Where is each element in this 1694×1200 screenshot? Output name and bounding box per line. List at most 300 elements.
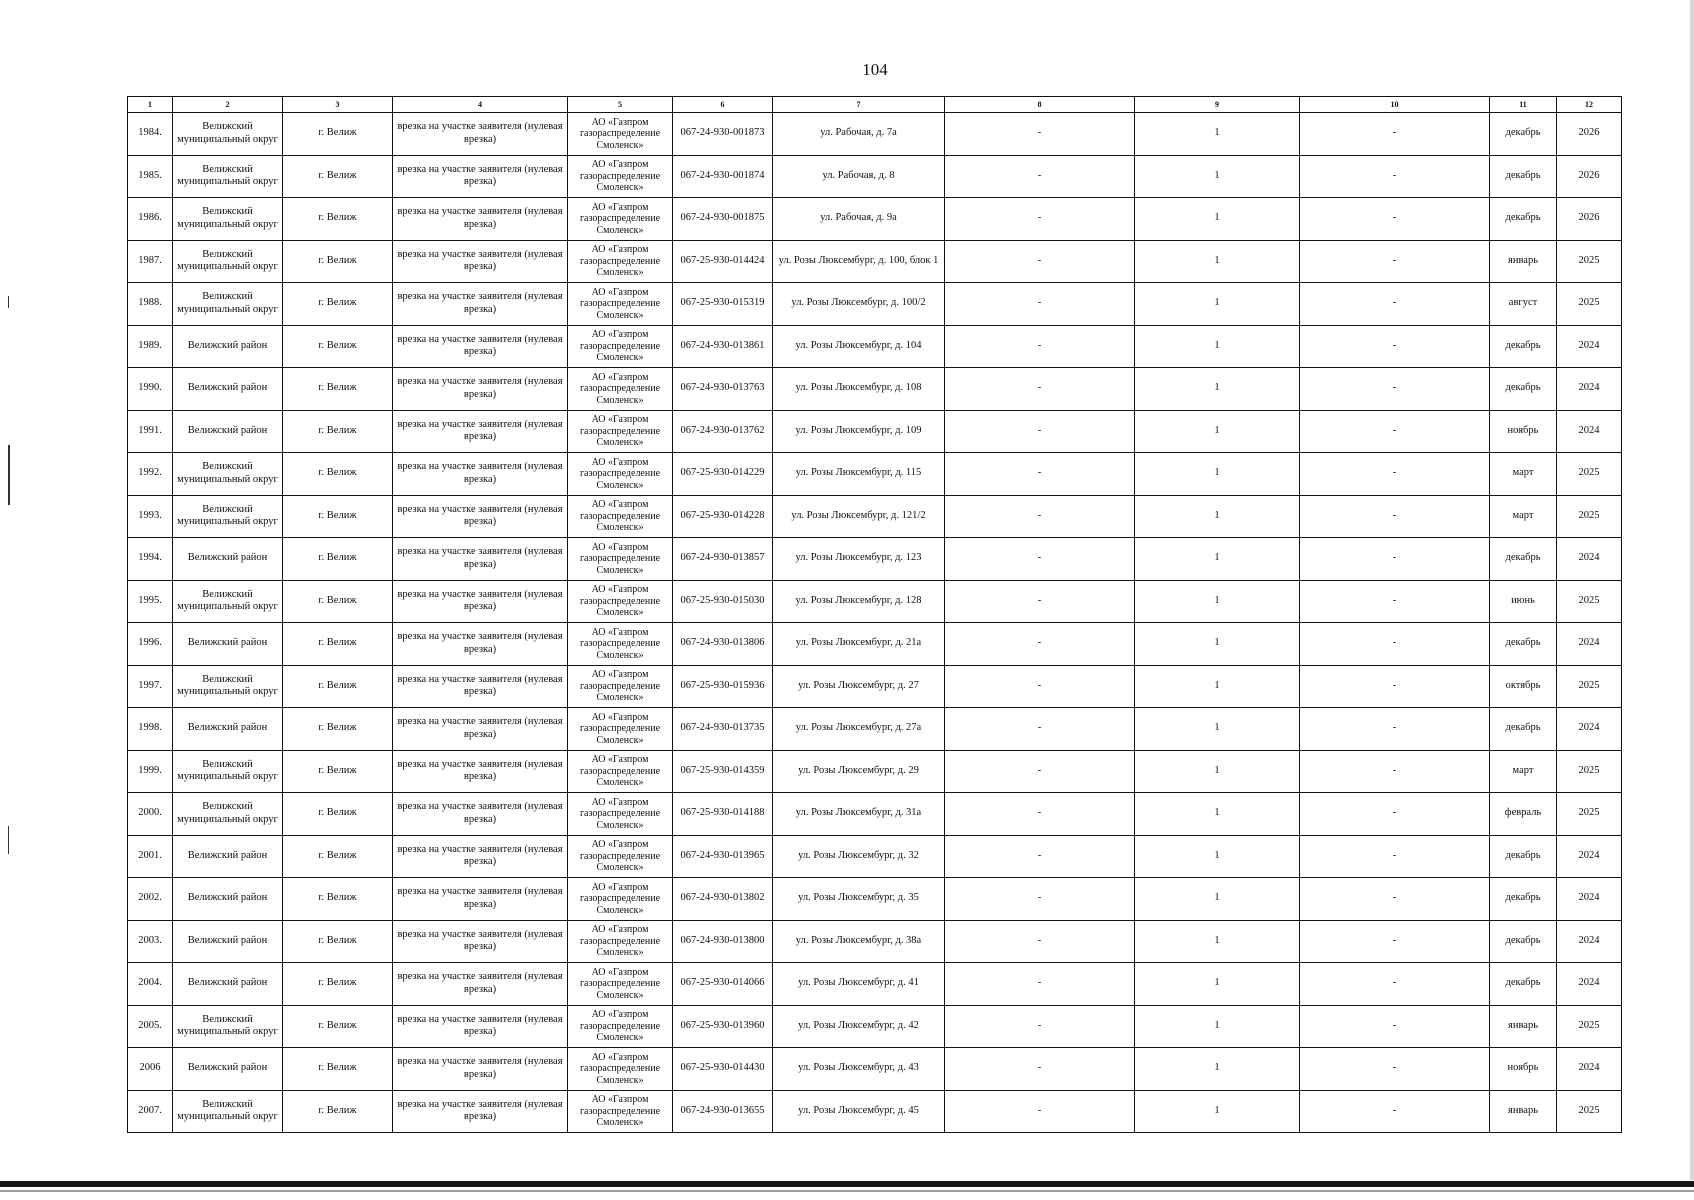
cell-row-number: 1991. — [128, 410, 173, 453]
cell-col-8: - — [945, 495, 1135, 538]
cell-row-number: 1985. — [128, 155, 173, 198]
cell-col-10: - — [1300, 750, 1490, 793]
cell-col-10: - — [1300, 283, 1490, 326]
cell-request-code: 067-25-930-014229 — [673, 453, 773, 496]
table-row — [128, 708, 1622, 751]
cell-col-8: - — [945, 1048, 1135, 1091]
cell-district: Велижский район — [173, 963, 283, 1006]
cell-row-number: 1989. — [128, 325, 173, 368]
cell-contractor: АО «Газпром газораспределение Смоленск» — [568, 623, 673, 666]
cell-col-9: 1 — [1135, 793, 1300, 836]
cell-district: Велижский муниципальный округ — [173, 240, 283, 283]
margin-mark — [8, 826, 9, 854]
cell-col-10: - — [1300, 665, 1490, 708]
cell-address: ул. Розы Люксембург, д. 35 — [773, 878, 945, 921]
cell-year: 2025 — [1557, 750, 1622, 793]
cell-month: декабрь — [1490, 963, 1557, 1006]
cell-year: 2024 — [1557, 708, 1622, 751]
cell-col-10: - — [1300, 368, 1490, 411]
cell-col-10: - — [1300, 113, 1490, 156]
cell-month: декабрь — [1490, 538, 1557, 581]
cell-request-code: 067-24-930-001874 — [673, 155, 773, 198]
cell-year: 2025 — [1557, 793, 1622, 836]
cell-col-9: 1 — [1135, 453, 1300, 496]
cell-contractor: АО «Газпром газораспределение Смоленск» — [568, 878, 673, 921]
cell-col-9: 1 — [1135, 1090, 1300, 1133]
scan-bottom-line-thin — [0, 1190, 1694, 1192]
cell-locality: г. Велиж — [283, 155, 393, 198]
cell-request-code: 067-24-930-013802 — [673, 878, 773, 921]
column-number-12: 12 — [1557, 97, 1622, 113]
cell-col-10: - — [1300, 410, 1490, 453]
cell-request-code: 067-24-930-013806 — [673, 623, 773, 666]
cell-col-10: - — [1300, 623, 1490, 666]
cell-locality: г. Велиж — [283, 963, 393, 1006]
cell-request-code: 067-25-930-014430 — [673, 1048, 773, 1091]
cell-col-9: 1 — [1135, 750, 1300, 793]
cell-contractor: АО «Газпром газораспределение Смоленск» — [568, 1090, 673, 1133]
column-number-8: 8 — [945, 97, 1135, 113]
cell-contractor: АО «Газпром газораспределение Смоленск» — [568, 835, 673, 878]
cell-month: январь — [1490, 1005, 1557, 1048]
cell-district: Велижский муниципальный округ — [173, 113, 283, 156]
cell-row-number: 1995. — [128, 580, 173, 623]
cell-year: 2024 — [1557, 963, 1622, 1006]
table-row — [128, 1048, 1622, 1091]
cell-row-number: 2003. — [128, 920, 173, 963]
cell-locality: г. Велиж — [283, 113, 393, 156]
cell-year: 2025 — [1557, 1090, 1622, 1133]
cell-row-number: 2004. — [128, 963, 173, 1006]
cell-row-number: 1986. — [128, 198, 173, 241]
cell-row-number: 1999. — [128, 750, 173, 793]
cell-row-number: 2000. — [128, 793, 173, 836]
cell-month: ноябрь — [1490, 1048, 1557, 1091]
cell-row-number: 1984. — [128, 113, 173, 156]
cell-col-9: 1 — [1135, 580, 1300, 623]
cell-locality: г. Велиж — [283, 1005, 393, 1048]
cell-locality: г. Велиж — [283, 580, 393, 623]
cell-col-10: - — [1300, 920, 1490, 963]
cell-district: Велижский муниципальный округ — [173, 453, 283, 496]
cell-request-code: 067-24-930-001875 — [673, 198, 773, 241]
cell-locality: г. Велиж — [283, 835, 393, 878]
column-number-5: 5 — [568, 97, 673, 113]
cell-district: Велижский район — [173, 878, 283, 921]
cell-locality: г. Велиж — [283, 665, 393, 708]
cell-district: Велижский муниципальный округ — [173, 283, 283, 326]
cell-year: 2025 — [1557, 283, 1622, 326]
cell-col-8: - — [945, 623, 1135, 666]
cell-col-8: - — [945, 283, 1135, 326]
cell-month: декабрь — [1490, 835, 1557, 878]
cell-col-8: - — [945, 793, 1135, 836]
scan-right-edge — [1690, 0, 1694, 1180]
cell-work-type: врезка на участке заявителя (нулевая врезка) — [393, 878, 568, 921]
cell-col-9: 1 — [1135, 963, 1300, 1006]
cell-contractor: АО «Газпром газораспределение Смоленск» — [568, 325, 673, 368]
table-row — [128, 325, 1622, 368]
cell-col-10: - — [1300, 1048, 1490, 1091]
cell-work-type: врезка на участке заявителя (нулевая врезка) — [393, 580, 568, 623]
cell-work-type: врезка на участке заявителя (нулевая врезка) — [393, 920, 568, 963]
cell-locality: г. Велиж — [283, 1090, 393, 1133]
cell-district: Велижский муниципальный округ — [173, 1090, 283, 1133]
cell-request-code: 067-25-930-013960 — [673, 1005, 773, 1048]
cell-request-code: 067-24-930-001873 — [673, 113, 773, 156]
cell-district: Велижский район — [173, 708, 283, 751]
table-row — [128, 240, 1622, 283]
cell-work-type: врезка на участке заявителя (нулевая врезка) — [393, 240, 568, 283]
cell-address: ул. Розы Люксембург, д. 43 — [773, 1048, 945, 1091]
cell-work-type: врезка на участке заявителя (нулевая врезка) — [393, 1090, 568, 1133]
cell-row-number: 2005. — [128, 1005, 173, 1048]
cell-locality: г. Велиж — [283, 708, 393, 751]
cell-contractor: АО «Газпром газораспределение Смоленск» — [568, 155, 673, 198]
cell-address: ул. Розы Люксембург, д. 27 — [773, 665, 945, 708]
cell-request-code: 067-25-930-015030 — [673, 580, 773, 623]
cell-col-9: 1 — [1135, 240, 1300, 283]
table-row — [128, 1090, 1622, 1133]
cell-address: ул. Розы Люксембург, д. 109 — [773, 410, 945, 453]
register-body — [128, 113, 1622, 1133]
cell-work-type: врезка на участке заявителя (нулевая врезка) — [393, 963, 568, 1006]
cell-address: ул. Розы Люксембург, д. 100, блок 1 — [773, 240, 945, 283]
cell-district: Велижский район — [173, 623, 283, 666]
cell-month: декабрь — [1490, 368, 1557, 411]
cell-month: декабрь — [1490, 155, 1557, 198]
table-row — [128, 495, 1622, 538]
cell-year: 2024 — [1557, 920, 1622, 963]
cell-address: ул. Рабочая, д. 8 — [773, 155, 945, 198]
cell-request-code: 067-24-930-013965 — [673, 835, 773, 878]
cell-month: август — [1490, 283, 1557, 326]
cell-locality: г. Велиж — [283, 453, 393, 496]
cell-request-code: 067-25-930-014228 — [673, 495, 773, 538]
cell-col-10: - — [1300, 835, 1490, 878]
table-row — [128, 580, 1622, 623]
cell-request-code: 067-24-930-013735 — [673, 708, 773, 751]
cell-contractor: АО «Газпром газораспределение Смоленск» — [568, 1048, 673, 1091]
cell-row-number: 1990. — [128, 368, 173, 411]
cell-work-type: врезка на участке заявителя (нулевая врезка) — [393, 495, 568, 538]
cell-year: 2025 — [1557, 580, 1622, 623]
column-number-10: 10 — [1300, 97, 1490, 113]
column-number-header — [128, 97, 1622, 113]
cell-locality: г. Велиж — [283, 410, 393, 453]
cell-locality: г. Велиж — [283, 538, 393, 581]
table-row — [128, 920, 1622, 963]
cell-row-number: 1987. — [128, 240, 173, 283]
cell-col-8: - — [945, 835, 1135, 878]
cell-year: 2024 — [1557, 538, 1622, 581]
cell-address: ул. Рабочая, д. 9а — [773, 198, 945, 241]
cell-address: ул. Розы Люксембург, д. 21а — [773, 623, 945, 666]
cell-col-10: - — [1300, 708, 1490, 751]
cell-month: декабрь — [1490, 878, 1557, 921]
cell-district: Велижский район — [173, 410, 283, 453]
cell-work-type: врезка на участке заявителя (нулевая врезка) — [393, 198, 568, 241]
cell-district: Велижский муниципальный округ — [173, 155, 283, 198]
cell-locality: г. Велиж — [283, 878, 393, 921]
cell-address: ул. Розы Люксембург, д. 38а — [773, 920, 945, 963]
cell-month: декабрь — [1490, 623, 1557, 666]
cell-contractor: АО «Газпром газораспределение Смоленск» — [568, 750, 673, 793]
cell-col-8: - — [945, 198, 1135, 241]
cell-col-9: 1 — [1135, 878, 1300, 921]
cell-year: 2024 — [1557, 368, 1622, 411]
cell-row-number: 1996. — [128, 623, 173, 666]
cell-row-number: 1994. — [128, 538, 173, 581]
cell-locality: г. Велиж — [283, 750, 393, 793]
cell-locality: г. Велиж — [283, 623, 393, 666]
cell-district: Велижский муниципальный округ — [173, 750, 283, 793]
cell-col-8: - — [945, 325, 1135, 368]
cell-locality: г. Велиж — [283, 495, 393, 538]
cell-locality: г. Велиж — [283, 283, 393, 326]
cell-contractor: АО «Газпром газораспределение Смоленск» — [568, 495, 673, 538]
table-row — [128, 665, 1622, 708]
cell-month: октябрь — [1490, 665, 1557, 708]
scan-bottom-line — [0, 1181, 1694, 1187]
cell-col-8: - — [945, 1005, 1135, 1048]
cell-col-10: - — [1300, 155, 1490, 198]
margin-mark — [8, 296, 9, 308]
cell-district: Велижский муниципальный округ — [173, 580, 283, 623]
cell-work-type: врезка на участке заявителя (нулевая врезка) — [393, 708, 568, 751]
cell-col-8: - — [945, 410, 1135, 453]
cell-request-code: 067-24-930-013857 — [673, 538, 773, 581]
column-number-7: 7 — [773, 97, 945, 113]
cell-request-code: 067-24-930-013800 — [673, 920, 773, 963]
column-number-3: 3 — [283, 97, 393, 113]
cell-work-type: врезка на участке заявителя (нулевая врезка) — [393, 793, 568, 836]
cell-contractor: АО «Газпром газораспределение Смоленск» — [568, 410, 673, 453]
cell-district: Велижский район — [173, 325, 283, 368]
cell-col-10: - — [1300, 878, 1490, 921]
table-row — [128, 878, 1622, 921]
cell-locality: г. Велиж — [283, 1048, 393, 1091]
cell-year: 2024 — [1557, 325, 1622, 368]
cell-contractor: АО «Газпром газораспределение Смоленск» — [568, 1005, 673, 1048]
table-row — [128, 835, 1622, 878]
cell-col-9: 1 — [1135, 410, 1300, 453]
cell-address: ул. Розы Люксембург, д. 115 — [773, 453, 945, 496]
cell-year: 2024 — [1557, 410, 1622, 453]
cell-year: 2026 — [1557, 113, 1622, 156]
cell-request-code: 067-24-930-013655 — [673, 1090, 773, 1133]
cell-month: март — [1490, 453, 1557, 496]
cell-month: январь — [1490, 1090, 1557, 1133]
cell-col-10: - — [1300, 538, 1490, 581]
cell-address: ул. Розы Люксембург, д. 108 — [773, 368, 945, 411]
cell-year: 2024 — [1557, 835, 1622, 878]
cell-row-number: 1997. — [128, 665, 173, 708]
table-row — [128, 1005, 1622, 1048]
cell-year: 2024 — [1557, 623, 1622, 666]
cell-year: 2026 — [1557, 198, 1622, 241]
cell-month: декабрь — [1490, 198, 1557, 241]
cell-work-type: врезка на участке заявителя (нулевая врезка) — [393, 113, 568, 156]
cell-col-8: - — [945, 708, 1135, 751]
cell-col-10: - — [1300, 1005, 1490, 1048]
cell-contractor: АО «Газпром газораспределение Смоленск» — [568, 665, 673, 708]
cell-work-type: врезка на участке заявителя (нулевая врезка) — [393, 835, 568, 878]
cell-address: ул. Розы Люксембург, д. 100/2 — [773, 283, 945, 326]
cell-year: 2024 — [1557, 878, 1622, 921]
table-row — [128, 283, 1622, 326]
cell-col-9: 1 — [1135, 198, 1300, 241]
cell-month: декабрь — [1490, 325, 1557, 368]
cell-contractor: АО «Газпром газораспределение Смоленск» — [568, 453, 673, 496]
cell-district: Велижский район — [173, 835, 283, 878]
cell-month: декабрь — [1490, 920, 1557, 963]
table-row — [128, 410, 1622, 453]
cell-month: июнь — [1490, 580, 1557, 623]
cell-request-code: 067-25-930-014359 — [673, 750, 773, 793]
cell-year: 2025 — [1557, 1005, 1622, 1048]
cell-locality: г. Велиж — [283, 240, 393, 283]
cell-col-8: - — [945, 155, 1135, 198]
cell-request-code: 067-24-930-013763 — [673, 368, 773, 411]
cell-col-10: - — [1300, 580, 1490, 623]
table-row — [128, 538, 1622, 581]
cell-contractor: АО «Газпром газораспределение Смоленск» — [568, 963, 673, 1006]
cell-col-8: - — [945, 240, 1135, 283]
cell-address: ул. Розы Люксембург, д. 45 — [773, 1090, 945, 1133]
cell-work-type: врезка на участке заявителя (нулевая врезка) — [393, 325, 568, 368]
cell-col-10: - — [1300, 793, 1490, 836]
cell-address: ул. Розы Люксембург, д. 32 — [773, 835, 945, 878]
cell-district: Велижский район — [173, 538, 283, 581]
cell-contractor: АО «Газпром газораспределение Смоленск» — [568, 368, 673, 411]
cell-work-type: врезка на участке заявителя (нулевая врезка) — [393, 453, 568, 496]
cell-month: декабрь — [1490, 708, 1557, 751]
table-row — [128, 963, 1622, 1006]
cell-year: 2025 — [1557, 453, 1622, 496]
cell-col-10: - — [1300, 240, 1490, 283]
cell-row-number: 2006 — [128, 1048, 173, 1091]
cell-address: ул. Рабочая, д. 7а — [773, 113, 945, 156]
cell-request-code: 067-24-930-013762 — [673, 410, 773, 453]
cell-col-8: - — [945, 963, 1135, 1006]
cell-col-8: - — [945, 453, 1135, 496]
cell-year: 2026 — [1557, 155, 1622, 198]
cell-contractor: АО «Газпром газораспределение Смоленск» — [568, 793, 673, 836]
cell-col-9: 1 — [1135, 368, 1300, 411]
cell-work-type: врезка на участке заявителя (нулевая врезка) — [393, 410, 568, 453]
cell-col-9: 1 — [1135, 665, 1300, 708]
cell-work-type: врезка на участке заявителя (нулевая врезка) — [393, 1048, 568, 1091]
page-number: 104 — [862, 60, 888, 79]
table-row — [128, 155, 1622, 198]
cell-month: март — [1490, 495, 1557, 538]
cell-request-code: 067-25-930-015936 — [673, 665, 773, 708]
cell-month: декабрь — [1490, 113, 1557, 156]
cell-col-9: 1 — [1135, 538, 1300, 581]
cell-address: ул. Розы Люксембург, д. 29 — [773, 750, 945, 793]
cell-district: Велижский муниципальный округ — [173, 198, 283, 241]
cell-address: ул. Розы Люксембург, д. 104 — [773, 325, 945, 368]
cell-work-type: врезка на участке заявителя (нулевая врезка) — [393, 283, 568, 326]
header-row — [128, 97, 1622, 113]
cell-row-number: 2001. — [128, 835, 173, 878]
cell-year: 2025 — [1557, 665, 1622, 708]
cell-col-9: 1 — [1135, 155, 1300, 198]
cell-col-8: - — [945, 665, 1135, 708]
cell-address: ул. Розы Люксембург, д. 42 — [773, 1005, 945, 1048]
cell-month: февраль — [1490, 793, 1557, 836]
cell-row-number: 2002. — [128, 878, 173, 921]
cell-address: ул. Розы Люксембург, д. 41 — [773, 963, 945, 1006]
column-number-9: 9 — [1135, 97, 1300, 113]
cell-work-type: врезка на участке заявителя (нулевая врезка) — [393, 538, 568, 581]
cell-district: Велижский муниципальный округ — [173, 793, 283, 836]
cell-col-9: 1 — [1135, 283, 1300, 326]
cell-district: Велижский муниципальный округ — [173, 665, 283, 708]
cell-request-code: 067-25-930-014188 — [673, 793, 773, 836]
cell-work-type: врезка на участке заявителя (нулевая врезка) — [393, 623, 568, 666]
cell-district: Велижский муниципальный округ — [173, 495, 283, 538]
cell-col-10: - — [1300, 325, 1490, 368]
cell-contractor: АО «Газпром газораспределение Смоленск» — [568, 708, 673, 751]
cell-month: март — [1490, 750, 1557, 793]
cell-col-9: 1 — [1135, 920, 1300, 963]
cell-district: Велижский район — [173, 920, 283, 963]
cell-contractor: АО «Газпром газораспределение Смоленск» — [568, 580, 673, 623]
column-number-4: 4 — [393, 97, 568, 113]
cell-col-10: - — [1300, 198, 1490, 241]
table-row — [128, 453, 1622, 496]
cell-district: Велижский район — [173, 1048, 283, 1091]
table-row — [128, 793, 1622, 836]
cell-year: 2024 — [1557, 1048, 1622, 1091]
column-number-11: 11 — [1490, 97, 1557, 113]
cell-row-number: 1998. — [128, 708, 173, 751]
cell-work-type: врезка на участке заявителя (нулевая врезка) — [393, 155, 568, 198]
margin-mark — [8, 445, 10, 505]
cell-work-type: врезка на участке заявителя (нулевая врезка) — [393, 1005, 568, 1048]
table-row — [128, 623, 1622, 666]
cell-month: ноябрь — [1490, 410, 1557, 453]
cell-row-number: 1988. — [128, 283, 173, 326]
column-number-2: 2 — [173, 97, 283, 113]
cell-col-9: 1 — [1135, 708, 1300, 751]
cell-work-type: врезка на участке заявителя (нулевая врезка) — [393, 368, 568, 411]
cell-year: 2025 — [1557, 495, 1622, 538]
cell-contractor: АО «Газпром газораспределение Смоленск» — [568, 113, 673, 156]
cell-address: ул. Розы Люксембург, д. 123 — [773, 538, 945, 581]
cell-col-8: - — [945, 113, 1135, 156]
cell-month: январь — [1490, 240, 1557, 283]
cell-request-code: 067-25-930-014424 — [673, 240, 773, 283]
cell-col-9: 1 — [1135, 1005, 1300, 1048]
cell-col-8: - — [945, 368, 1135, 411]
table-row — [128, 368, 1622, 411]
column-number-6: 6 — [673, 97, 773, 113]
cell-locality: г. Велиж — [283, 920, 393, 963]
cell-col-10: - — [1300, 453, 1490, 496]
cell-locality: г. Велиж — [283, 325, 393, 368]
cell-col-9: 1 — [1135, 623, 1300, 666]
cell-col-8: - — [945, 538, 1135, 581]
cell-year: 2025 — [1557, 240, 1622, 283]
cell-locality: г. Велиж — [283, 198, 393, 241]
cell-col-8: - — [945, 750, 1135, 793]
cell-contractor: АО «Газпром газораспределение Смоленск» — [568, 198, 673, 241]
cell-col-9: 1 — [1135, 325, 1300, 368]
cell-work-type: врезка на участке заявителя (нулевая врезка) — [393, 665, 568, 708]
